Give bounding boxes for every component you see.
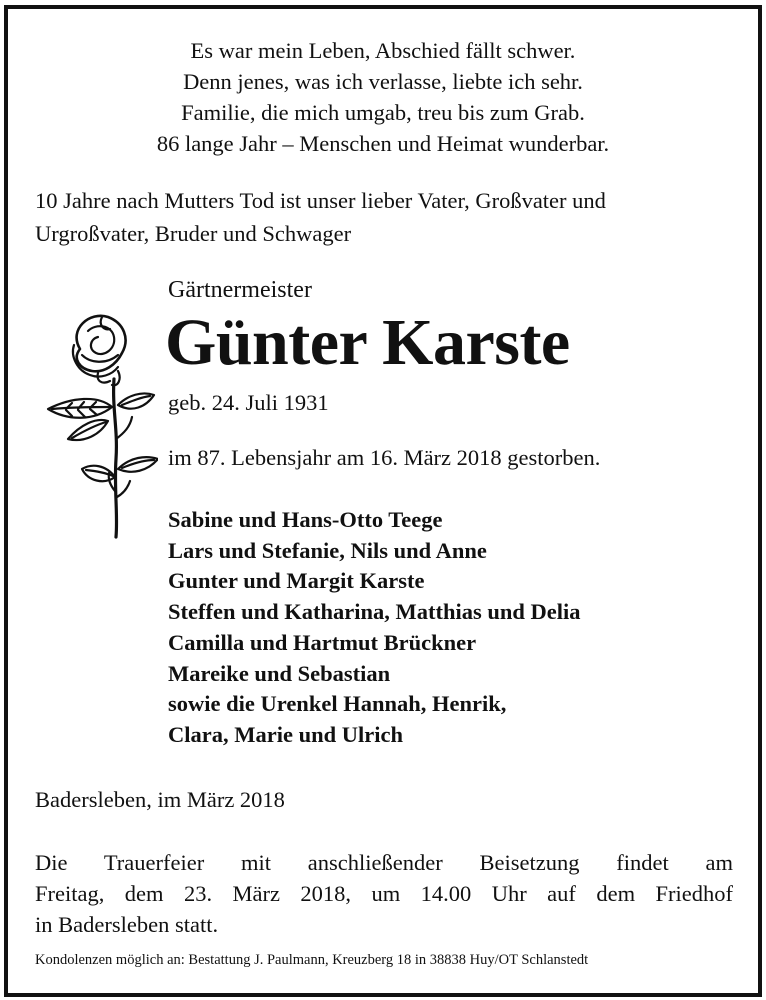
funeral-info <box>35 847 733 940</box>
deceased-title: Gärtnermeister <box>168 277 312 303</box>
poem-line-4: 86 lange Jahr – Menschen und Heimat wunderbar. <box>156 131 610 156</box>
family-list <box>168 505 581 751</box>
family-member: Gunter und Margit Karste <box>168 568 425 594</box>
condolence-info: Kondolenzen möglich an: Bestattung J. Paulmann, Kreuzberg 18 in 38838 Huy/OT Schlanstedt <box>35 952 589 968</box>
family-member: Mareike und Sebastian <box>168 660 391 686</box>
poem-line-3: Familie, die mich umgab, treu bis zum Grab. <box>181 100 585 125</box>
family-member: sowie die Urenkel Hannah, Henrik, <box>168 691 507 717</box>
intro-text <box>35 184 735 250</box>
funeral-line-2: Freitag, dem 23. März 2018, um 14.00 Uhr auf dem Friedhof <box>35 881 733 906</box>
family-member: Steffen und Katharina, Matthias und Delia <box>168 599 581 625</box>
deceased-name: Günter Karste <box>165 306 570 379</box>
poem <box>8 35 758 159</box>
family-member: Lars und Stefanie, Nils und Anne <box>168 537 487 563</box>
poem-line-2: Denn jenes, was ich verlasse, liebte ich sehr. <box>183 69 583 94</box>
death-notice: im 87. Lebensjahr am 16. März 2018 gestorben. <box>168 445 601 470</box>
funeral-line-3: in Badersleben statt. <box>35 912 219 937</box>
family-member: Camilla und Hartmut Brückner <box>168 629 477 655</box>
family-member: Clara, Marie und Ulrich <box>168 721 403 747</box>
obituary-notice <box>4 5 762 997</box>
funeral-line-1: Die Trauerfeier mit anschließender Beisetzung findet am <box>35 850 733 875</box>
rose-icon <box>38 309 158 544</box>
family-member: Sabine und Hans-Otto Teege <box>168 507 443 532</box>
poem-line-1: Es war mein Leben, Abschied fällt schwer. <box>190 38 576 63</box>
intro-line-1: 10 Jahre nach Mutters Tod ist unser lieber Vater, Großvater und <box>35 188 606 213</box>
birth-date: geb. 24. Juli 1931 <box>168 390 329 415</box>
place-date: Badersleben, im März 2018 <box>35 787 285 812</box>
intro-line-2: Urgroßvater, Bruder und Schwager <box>35 221 352 246</box>
